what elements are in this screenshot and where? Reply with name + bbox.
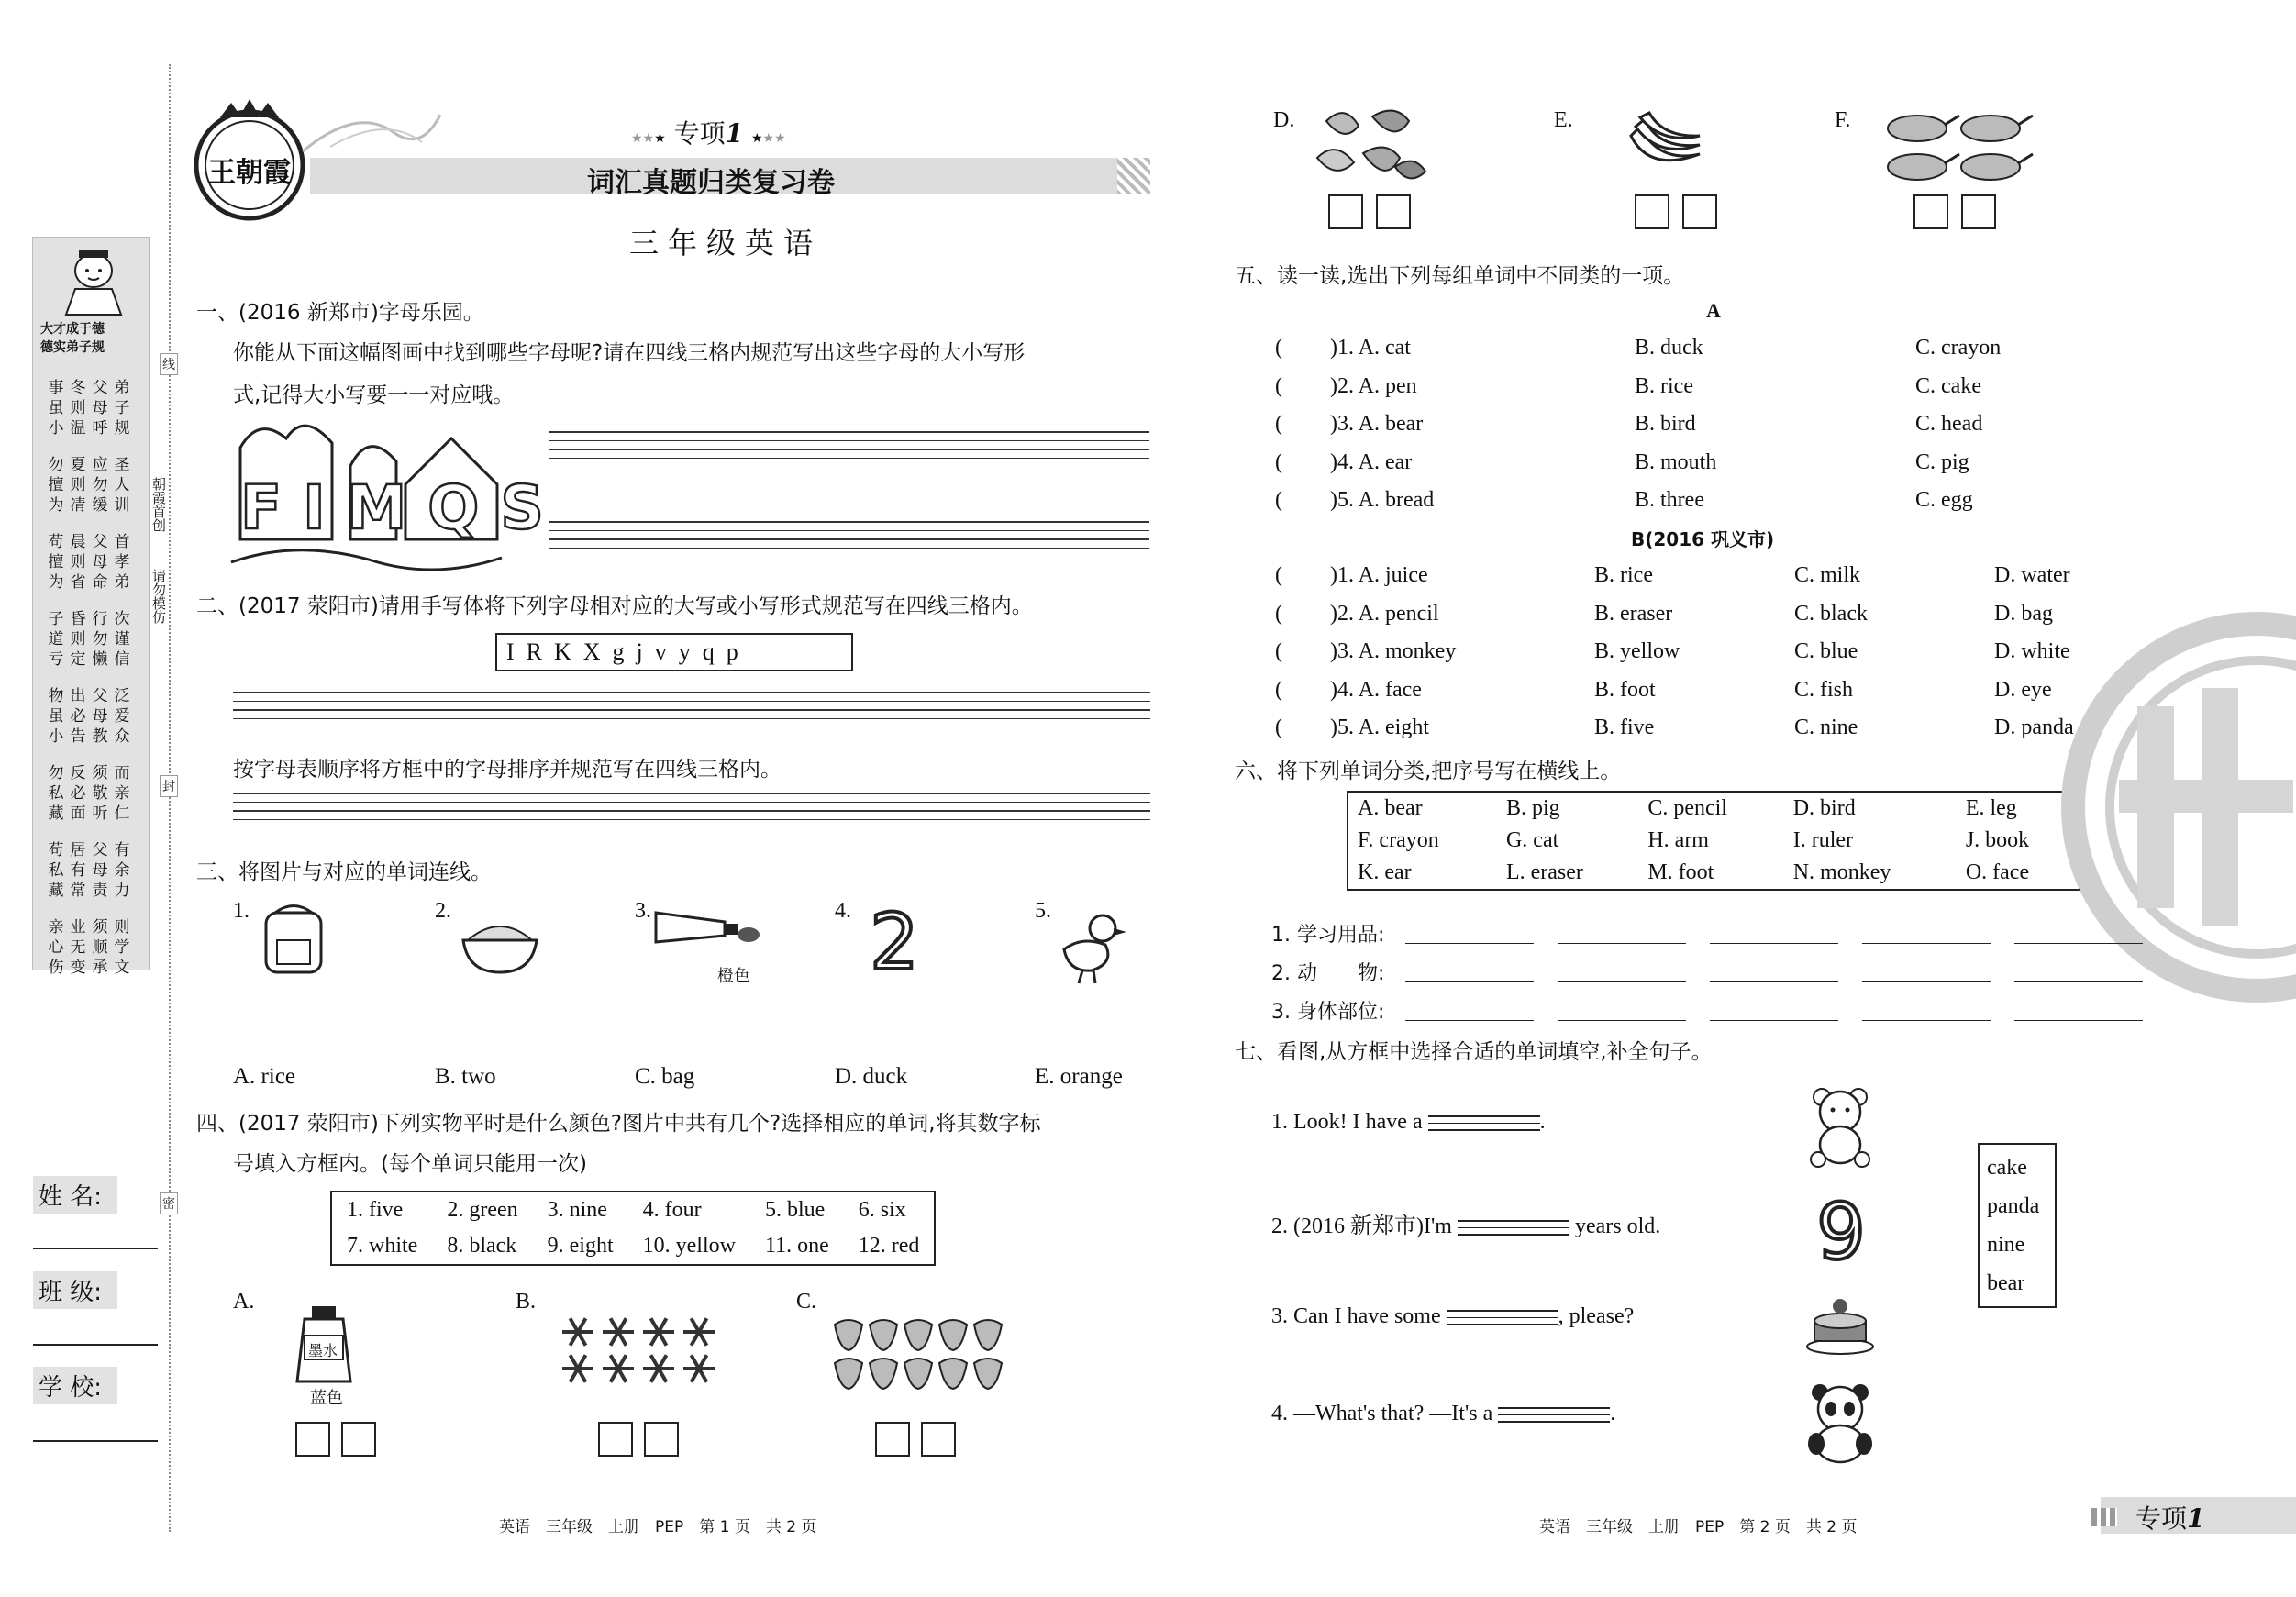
s5-a-option: B. mouth	[1635, 449, 1717, 474]
footer-right: 英语 三年级 上册 PEP 第 2 页 共 2 页	[1539, 1518, 1858, 1536]
s1-writing-lines-2[interactable]	[549, 521, 1149, 556]
s3-num-3: 3.	[635, 899, 651, 923]
sidebar-rule-text: 居有常	[70, 841, 86, 900]
s5-a-option: C. egg	[1915, 488, 1973, 512]
s6-answer-blank[interactable]	[1558, 943, 1686, 944]
answer-box-e1[interactable]	[1635, 194, 1669, 229]
s6-answer-blank[interactable]	[1862, 981, 1991, 982]
s3-num-2: 2.	[435, 899, 451, 923]
s5-b-option: D. eye	[1994, 677, 2052, 702]
brand-logo-icon	[183, 92, 316, 220]
answer-box-b1[interactable]	[598, 1422, 633, 1457]
s5-b-option: C. fish	[1794, 677, 1854, 702]
name-field[interactable]	[33, 1248, 158, 1249]
number-two-icon	[862, 897, 926, 987]
s7-word-option: nine	[1987, 1233, 2025, 1257]
sidebar-rule-text: 应勿缓	[92, 456, 108, 515]
s7-q4-blank[interactable]	[1498, 1402, 1610, 1428]
s7-q3-blank[interactable]	[1447, 1304, 1558, 1331]
s6-answer-blank[interactable]	[1710, 1020, 1838, 1021]
subject-title: 三年级英语	[629, 226, 823, 261]
ribbon-swirl	[303, 96, 449, 161]
sidebar-rule-text: 业无变	[70, 918, 86, 977]
sidebar-motto-1: 大才成于德	[40, 322, 105, 337]
s5-a-option: B. duck	[1635, 336, 1703, 360]
s1-title: 一、(2016 新郑市)字母乐园。	[196, 301, 484, 325]
svg-text:9: 9	[1816, 1187, 1866, 1277]
cut-line	[169, 64, 171, 1532]
corner-label: 专项1	[2135, 1503, 2205, 1534]
s7-q1-blank[interactable]	[1428, 1110, 1540, 1137]
s6-table-cell: L. eraser	[1505, 860, 1583, 884]
s4-table-cell: 11. one	[764, 1234, 829, 1258]
s5-b-option: D. bag	[1994, 601, 2053, 626]
s7-q2-blank[interactable]	[1458, 1214, 1569, 1241]
s5-b-option: B. rice	[1594, 563, 1653, 587]
s7-q4: 4. —What's that? —It's a .	[1271, 1402, 1615, 1428]
ink-label: 墨水	[308, 1342, 338, 1359]
s5-b-option[interactable]: (	[1275, 639, 1282, 663]
s5-b-option[interactable]: (	[1275, 563, 1282, 587]
s6-answer-blank[interactable]	[2014, 981, 2143, 982]
leaves-icon	[1308, 103, 1427, 190]
s6-answer-blank[interactable]	[1405, 943, 1534, 944]
s6-category-label: 3. 身体部位:	[1271, 1001, 1385, 1024]
s7-q2: 2. (2016 新郑市)I'm years old.	[1271, 1207, 1660, 1241]
s5-a-option: B. bird	[1635, 412, 1696, 436]
cut-mark-2: 封	[160, 775, 178, 797]
s4-item-d: D.	[1273, 108, 1295, 132]
s5-b-option: )2. A. pencil	[1330, 601, 1439, 626]
s3-num-1: 1.	[233, 899, 250, 923]
s5-a-option[interactable]: (	[1275, 373, 1282, 398]
s5-b-option: C. black	[1794, 601, 1868, 626]
s7-q1: 1. Look! I have a .	[1271, 1110, 1546, 1137]
s6-title: 六、将下列单词分类,把序号写在横线上。	[1235, 760, 1622, 783]
sidebar-rule-text: 亲心伤	[48, 918, 64, 977]
svg-text:2: 2	[870, 897, 919, 987]
s5-a-option: )5. A. bread	[1330, 488, 1435, 512]
s3-num-5: 5.	[1035, 899, 1051, 923]
corner-dots	[2091, 1508, 2117, 1526]
sidebar-rule-text: 次谨信	[114, 610, 130, 669]
s4-word-table	[330, 1191, 936, 1266]
s4-table-cell: 1. five	[347, 1198, 404, 1222]
s5-group-a: A	[1706, 299, 1721, 322]
footer-left: 英语 三年级 上册 PEP 第 1 页 共 2 页	[499, 1518, 817, 1536]
number-nine-icon	[1809, 1187, 1873, 1277]
sidebar-rule-text: 冬则温	[70, 379, 86, 438]
s4-item-b: B.	[516, 1290, 537, 1314]
sidebar-rule-text: 物虽小	[48, 687, 64, 746]
s6-table-cell: K. ear	[1358, 860, 1412, 884]
sidebar-rule-text: 父母教	[92, 687, 108, 746]
s5-a-option: )3. A. bear	[1330, 412, 1424, 436]
answer-box-f1[interactable]	[1913, 194, 1948, 229]
frying-pans-icon	[1882, 108, 2038, 191]
s6-answer-blank[interactable]	[1862, 943, 1991, 944]
sidebar-rule-text: 父母呼	[92, 379, 108, 438]
s5-b-option: )1. A. juice	[1330, 563, 1428, 587]
s5-a-option: )1. A. cat	[1330, 336, 1411, 360]
s3-num-4: 4.	[835, 899, 851, 923]
s5-b-option: )5. A. eight	[1330, 715, 1429, 739]
bananas-icon	[1622, 108, 1704, 182]
page-title: 词汇真题归类复习卷	[587, 167, 835, 199]
sidebar-rule-text: 夏则凊	[70, 456, 86, 515]
s7-title: 七、看图,从方框中选择合适的单词填空,补全句子。	[1235, 1040, 1713, 1064]
s6-table-cell: I. ruler	[1792, 828, 1854, 852]
sidebar-rule-text: 苟私藏	[48, 841, 64, 900]
s6-table-cell: N. monkey	[1792, 860, 1891, 884]
special-label: ★★★ 专项1 ★★★	[631, 118, 786, 149]
sidebar-rule-text: 泛爱众	[114, 687, 130, 746]
s5-title: 五、读一读,选出下列每组单词中不同类的一项。	[1235, 264, 1685, 288]
s5-a-option: )4. A. ear	[1330, 449, 1413, 474]
s5-b-option: C. nine	[1794, 715, 1858, 739]
watermark-seal-icon	[2064, 615, 2296, 1000]
s5-a-option: B. three	[1635, 488, 1704, 512]
s4-title-2: 号填入方框内。(每个单词只能用一次)	[233, 1152, 587, 1176]
s5-b-option: C. milk	[1794, 563, 1861, 587]
s5-a-option: B. rice	[1635, 373, 1693, 398]
s6-table-cell: O. face	[1965, 860, 2030, 884]
s6-answer-blank[interactable]	[1862, 1020, 1991, 1021]
s4-item-c: C.	[796, 1290, 817, 1314]
answer-box-a1[interactable]	[295, 1422, 330, 1457]
s5-b-option: )3. A. monkey	[1330, 639, 1457, 663]
s4-table-cell: 2. green	[447, 1198, 518, 1222]
sidebar-rule-text: 勿私藏	[48, 764, 64, 823]
sidebar-rule-text: 首孝弟	[114, 533, 130, 592]
s4-item-e: E.	[1554, 108, 1573, 132]
s4-item-a: A.	[233, 1290, 255, 1314]
s4-table-cell: 6. six	[858, 1198, 906, 1222]
s3-title: 三、将图片与对应的单词连线。	[196, 860, 492, 884]
s6-table-cell: A. bear	[1358, 796, 1423, 820]
sidebar-rule-text: 有余力	[114, 841, 130, 900]
s5-a-option[interactable]: (	[1275, 449, 1282, 474]
s4-table-cell: 12. red	[858, 1234, 920, 1258]
sidebar-rule-text: 父母命	[92, 533, 108, 592]
s6-answer-blank[interactable]	[1710, 981, 1838, 982]
sidebar-rule-text: 而亲仁	[114, 764, 130, 823]
school-label: 学 校:	[33, 1367, 117, 1404]
s6-table-cell: C. pencil	[1647, 796, 1727, 820]
sidebar-rule-text: 须敬听	[92, 764, 108, 823]
s5-a-option: C. cake	[1915, 373, 1981, 398]
sidebar-rule-text: 则学文	[114, 918, 130, 977]
s6-answer-blank[interactable]	[2014, 943, 2143, 944]
s6-table-cell: F. crayon	[1358, 828, 1439, 852]
s5-b-option[interactable]: (	[1275, 601, 1282, 626]
sidebar-rule-text: 弟子规	[114, 379, 130, 438]
s6-category-label: 1. 学习用品:	[1271, 924, 1385, 947]
class-label: 班 级:	[33, 1271, 117, 1309]
s5-b-option: C. blue	[1794, 639, 1858, 663]
s5-b-option: )4. A. face	[1330, 677, 1422, 702]
sidebar-motto-2: 德实弟子规	[40, 340, 105, 355]
s6-table-cell: H. arm	[1647, 828, 1709, 852]
scholar-cartoon	[48, 243, 139, 316]
s2-writing-lines-2[interactable]	[233, 793, 1150, 827]
s5-a-option: )2. A. pen	[1330, 373, 1417, 398]
sidebar-rule-text: 事虽小	[48, 379, 64, 438]
paint-tube-icon	[651, 904, 761, 949]
sidebar-rule-text: 出必告	[70, 687, 86, 746]
cake-icon	[1803, 1293, 1877, 1358]
sidebar-edge-text-1: 朝霞首创	[150, 477, 167, 532]
s5-b-option[interactable]: (	[1275, 715, 1282, 739]
s4-item-f: F.	[1835, 108, 1851, 132]
s6-table-cell: D. bird	[1792, 796, 1856, 820]
s3-word-d[interactable]: D. duck	[835, 1064, 908, 1089]
s4-table-cell: 4. four	[642, 1198, 702, 1222]
s7-word-option: cake	[1987, 1156, 2027, 1180]
header-band-dots	[1117, 158, 1150, 194]
answer-box-e2[interactable]	[1682, 194, 1717, 229]
sidebar-rule-text: 圣人训	[114, 456, 130, 515]
s3-pic3-caption: 橙色	[717, 967, 750, 986]
star-icon: ★	[654, 131, 666, 146]
s6-answer-blank[interactable]	[1558, 981, 1686, 982]
s6-answer-blank[interactable]	[1558, 1020, 1686, 1021]
picture-letters: F I M Q S	[240, 472, 544, 543]
sidebar-rule-text: 苟擅为	[48, 533, 64, 592]
answer-box-d2[interactable]	[1376, 194, 1411, 229]
star-icon: ★★	[762, 131, 786, 146]
answer-box-c1[interactable]	[875, 1422, 910, 1457]
s5-b-option: B. yellow	[1594, 639, 1680, 663]
s3-word-b[interactable]: B. two	[435, 1064, 496, 1089]
s5-a-option: C. crayon	[1915, 336, 2002, 360]
s5-b-option: D. white	[1994, 639, 2070, 663]
s7-word-option: panda	[1987, 1194, 2040, 1218]
s5-group-b: B(2016 巩义市)	[1631, 528, 1775, 550]
s6-answer-blank[interactable]	[1710, 943, 1838, 944]
strawberries-icon	[830, 1310, 1014, 1392]
sidebar-rule-text: 昏则定	[70, 610, 86, 669]
s7-word-box	[1978, 1143, 2057, 1308]
s6-word-table	[1347, 791, 2080, 891]
s3-word-a[interactable]: A. rice	[233, 1064, 296, 1089]
logo-text: 王朝霞	[208, 157, 291, 189]
snowflakes-icon	[558, 1314, 723, 1387]
s6-table-cell: E. leg	[1965, 796, 2017, 820]
star-icon: ★	[750, 131, 763, 146]
sidebar-edge-text-2: 请勿模仿	[150, 569, 167, 624]
s7-q3: 3. Can I have some , please?	[1271, 1304, 1634, 1331]
sidebar-rule-text: 父母责	[92, 841, 108, 900]
sidebar-rule-text: 勿擅为	[48, 456, 64, 515]
answer-box-f2[interactable]	[1961, 194, 1996, 229]
s2-letters-box: I R K X g j v y q p	[495, 633, 853, 671]
s3-word-e[interactable]: E. orange	[1035, 1064, 1123, 1089]
school-field[interactable]	[33, 1440, 158, 1442]
s4-title-1: 四、(2017 荥阳市)下列实物平时是什么颜色?图片中共有几个?选择相应的单词,将其数字标	[196, 1112, 1041, 1136]
s4-table-cell: 9. eight	[547, 1234, 614, 1258]
s1-writing-lines-1[interactable]	[549, 431, 1149, 466]
panda-icon	[1803, 1381, 1877, 1464]
backpack-icon	[248, 904, 339, 977]
s6-answer-blank[interactable]	[1405, 1020, 1534, 1021]
sidebar-rule-text: 反必面	[70, 764, 86, 823]
s4-table-cell: 5. blue	[764, 1198, 826, 1222]
sidebar-rule-text: 子道亏	[48, 610, 64, 669]
s5-b-option[interactable]: (	[1275, 677, 1282, 702]
sidebar-rule-text: 行勿懒	[92, 610, 108, 669]
s5-a-option[interactable]: (	[1275, 412, 1282, 436]
s5-a-option[interactable]: (	[1275, 488, 1282, 512]
s6-table-cell: G. cat	[1505, 828, 1559, 852]
s5-a-option: C. head	[1915, 412, 1983, 436]
s5-b-option: D. panda	[1994, 715, 2074, 739]
s4-table-cell: 10. yellow	[642, 1234, 736, 1258]
class-field[interactable]	[33, 1344, 158, 1346]
answer-box-b2[interactable]	[644, 1422, 679, 1457]
answer-box-c2[interactable]	[921, 1422, 956, 1457]
s6-table-cell: B. pig	[1505, 796, 1560, 820]
s5-b-option: D. water	[1994, 563, 2070, 587]
star-icon: ★★	[631, 131, 655, 146]
answer-box-d1[interactable]	[1328, 194, 1363, 229]
rice-bowl-icon	[459, 908, 541, 977]
cut-mark-3: 密	[160, 1192, 178, 1214]
cut-mark-1: 线	[160, 353, 178, 375]
answer-box-a2[interactable]	[341, 1422, 376, 1457]
s6-answer-blank[interactable]	[2014, 1020, 2143, 1021]
s2-title: 二、(2017 荥阳市)请用手写体将下列字母相对应的大写或小写形式规范写在四线三格内。	[196, 594, 1033, 618]
s5-b-option: B. eraser	[1594, 601, 1673, 626]
sidebar-rule-text: 晨则省	[70, 533, 86, 592]
s1-instruction-2: 式,记得大小写要一一对应哦。	[233, 383, 515, 407]
teddy-bear-icon	[1803, 1084, 1877, 1167]
sidebar-rule-text: 须顺承	[92, 918, 108, 977]
duck-icon	[1055, 908, 1128, 986]
name-label: 姓 名:	[33, 1176, 117, 1214]
s6-category-label: 2. 动 物:	[1271, 962, 1385, 985]
s5-b-option: B. five	[1594, 715, 1655, 739]
ink-caption: 蓝色	[310, 1389, 343, 1408]
s5-a-option[interactable]: (	[1275, 336, 1282, 360]
s2-instruction: 按字母表顺序将方框中的字母排序并规范写在四线三格内。	[233, 758, 782, 782]
s4-table-cell: 7. white	[347, 1234, 418, 1258]
s6-answer-blank[interactable]	[1405, 981, 1534, 982]
s3-word-c[interactable]: C. bag	[635, 1064, 695, 1089]
s2-writing-lines-1[interactable]	[233, 692, 1150, 726]
s4-table-cell: 3. nine	[547, 1198, 607, 1222]
s1-instruction-1: 你能从下面这幅图画中找到哪些字母呢?请在四线三格内规范写出这些字母的大小写形	[233, 341, 1026, 365]
s4-table-cell: 8. black	[447, 1234, 517, 1258]
s6-table-cell: M. foot	[1647, 860, 1714, 884]
s7-word-option: bear	[1987, 1271, 2025, 1295]
letters-picture	[231, 411, 544, 583]
s5-a-option: C. pig	[1915, 449, 1969, 474]
s6-table-cell: J. book	[1965, 828, 2030, 852]
s5-b-option: B. foot	[1594, 677, 1656, 702]
